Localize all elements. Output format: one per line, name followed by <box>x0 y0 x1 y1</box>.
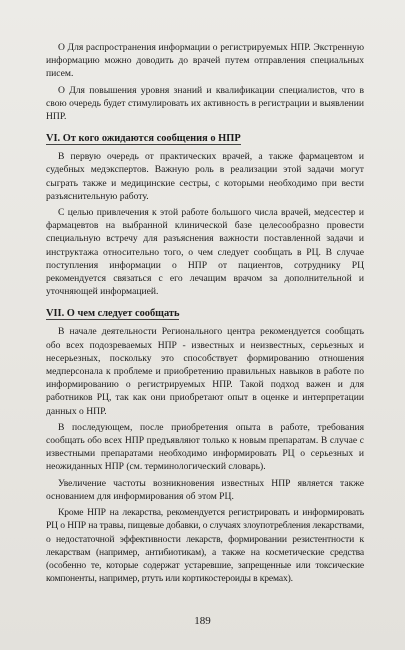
paragraph: В последующем, после приобретения опыта в работе, требования сообщать обо всех НПР предъявляют только к новым препаратам. В случае с известными препаратами необходимо информировать РЦ о серьезных и неожиданных НПР (см. терминологический словарь). <box>46 421 364 473</box>
page-number: 189 <box>194 615 211 627</box>
section-heading-text: VI. От кого ожидаются сообщения о НПР <box>46 133 241 145</box>
paragraph: Кроме НПР на лекарства, рекомендуется регистрировать и информировать РЦ о НПР на травы, пищевые добавки, о случаях злоупотребления лекарствами, о недостаточной эффективности лекарств, формировании резистентности к лекарствам (например, антибиотикам), а также на косметические средства (особенно те, которые содержат устаревшие, запрещенные или токсические компоненты, например, ртуть или кортикостероиды в кремах). <box>46 507 364 585</box>
section-heading <box>46 307 364 320</box>
page-text <box>46 41 364 588</box>
paragraph: В начале деятельности Регионального центра рекомендуется сообщать обо всех подозреваемых НПР - известных и неизвестных, серьезных и несерьезных, поскольку это способствует формированию отношения медперсонала к проблеме и приобретению правильных навыков в работе по информированию о регистрируемых НПР. Такой подход важен и для работников РЦ, так как они приобретают опыт в оценке и интерпретации данных о НПР. <box>46 326 364 417</box>
paragraph: Увеличение частоты возникновения известных НПР является также основанием для информирования об этом РЦ. <box>46 477 364 502</box>
paragraph: О Для распространения информации о регистрируемых НПР. Экстренную информацию можно доводить до врачей путем отправления специальных писем. <box>46 42 364 80</box>
section-heading <box>46 132 364 145</box>
paragraph: С целью привлечения к этой работе большого числа врачей, медсестер и фармацевтов на выбранной клинической базе целесообразно провести специальную встречу для разъяснения важности поставленной задачи и инструктажа относительно того, о чем следует сообщать в РЦ. В случае поступления информации о НПР от пациентов, сотруднику РЦ рекомендуется связаться с его лечащим врачом за дополнительной и уточняющей информацией. <box>46 207 364 298</box>
paragraph: О Для повышения уровня знаний и квалификации специалистов, что в свою очередь будет стимулировать их активность в регистрации и выявлении НПР. <box>46 84 364 123</box>
paragraph: В первую очередь от практических врачей, а также фармацевтом и судебных медэкспертов. Важную роль в реализации этой задачи могут сыграть также и медицинские сестры, с которыми необходимо при вести разъяснительную работу. <box>46 151 364 202</box>
section-heading-text: VII. О чем следует сообщать <box>46 308 180 320</box>
